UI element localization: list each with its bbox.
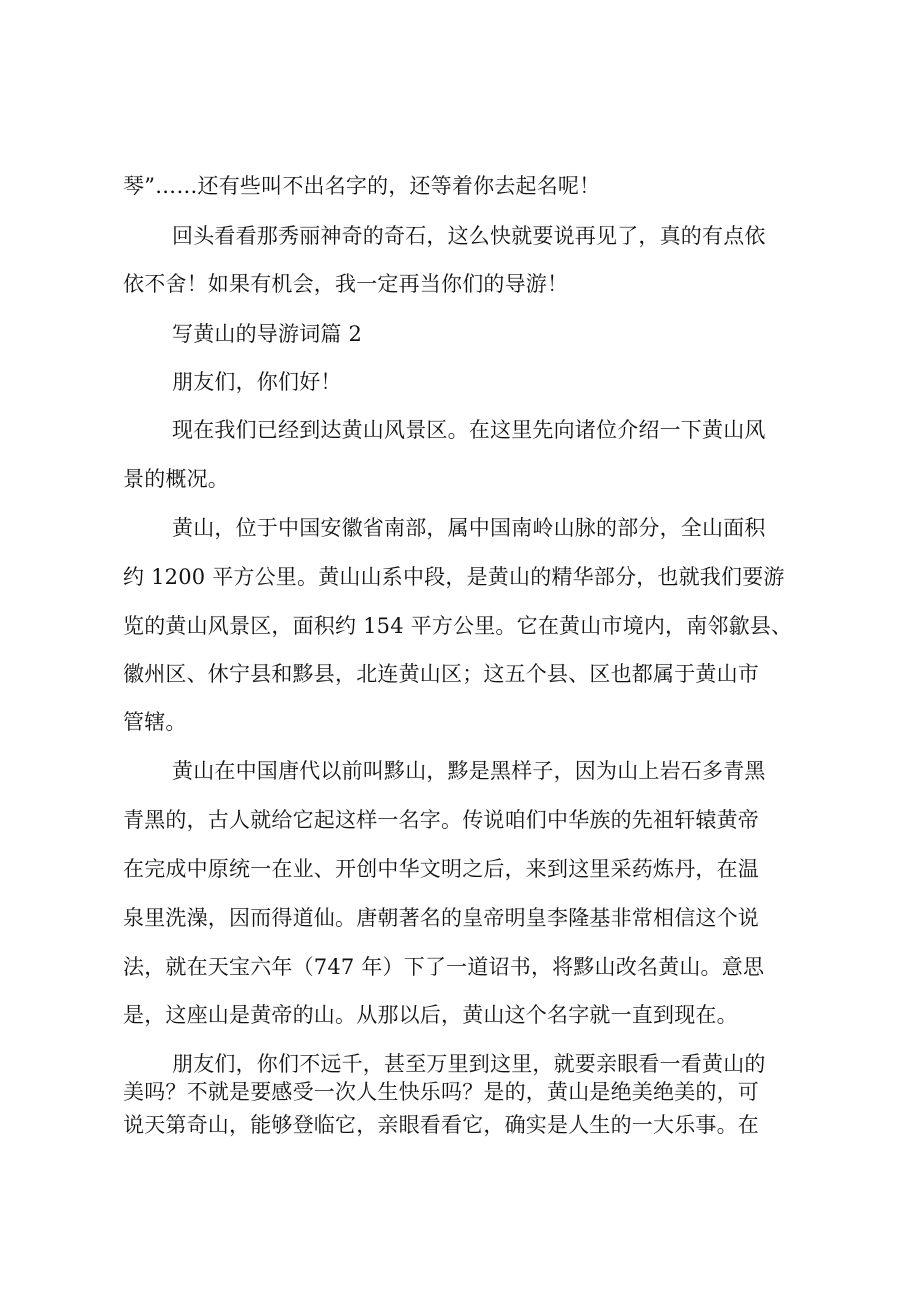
paragraph-start-line: 黄山，位于中国安徽省南部，属中国南岭山脉的部分，全山面积: [172, 516, 766, 540]
text-line: 览的黄山风景区，面积约 154 平方公里。它在黄山市境内，南邻歙县、: [123, 614, 793, 638]
text-line: 法，就在天宝六年（747 年）下了一道诏书，将黟山改名黄山。意思: [123, 955, 765, 979]
text-line: 依不舍！如果有机会，我一定再当你们的导游！: [123, 272, 569, 296]
text-line: 美吗？不就是要感受一次人生快乐吗？是的，黄山是绝美绝美的，可: [123, 1080, 759, 1104]
text-line: 在完成中原统一在业、开创中华文明之后，来到这里采药炼丹，在温: [123, 857, 759, 881]
text-line: 约 1200 平方公里。黄山山系中段，是黄山的精华部分，也就我们要游: [123, 565, 785, 589]
text-line: 泉里洗澡，因而得道仙。唐朝著名的皇帝明皇李隆基非常相信这个说: [123, 906, 759, 930]
paragraph-start-line: 朋友们，你们不远千，甚至万里到这里，就要亲眼看一看黄山的: [172, 1052, 766, 1076]
greeting-line: 朋友们，你们好！: [172, 370, 342, 394]
paragraph-start-line: 现在我们已经到达黄山风景区。在这里先向诸位介绍一下黄山风: [172, 418, 766, 442]
text-line: 青黑的，古人就给它起这样一名字。传说咱们中华族的先祖轩辕黄帝: [123, 808, 759, 832]
text-line: 琴”……还有些叫不出名字的，还等着你去起名呢！: [123, 174, 601, 198]
paragraph-start-line: 黄山在中国唐代以前叫黟山，黟是黑样子，因为山上岩石多青黑: [172, 759, 766, 783]
text-line: 管辖。: [123, 710, 187, 734]
paragraph-start-line: 回头看看那秀丽神奇的奇石，这么快就要说再见了，真的有点依: [172, 224, 766, 248]
section-heading: 写黄山的导游词篇 2: [172, 322, 363, 346]
text-line: 是，这座山是黄帝的山。从那以后，黄山这个名字就一直到现在。: [123, 1003, 738, 1027]
text-line: 徽州区、休宁县和黟县，北连黄山区；这五个县、区也都属于黄山市: [123, 662, 759, 686]
text-line: 景的概况。: [123, 467, 229, 491]
text-line: 说天第奇山，能够登临它，亲眼看看它，确实是人生的一大乐事。在: [123, 1113, 759, 1137]
